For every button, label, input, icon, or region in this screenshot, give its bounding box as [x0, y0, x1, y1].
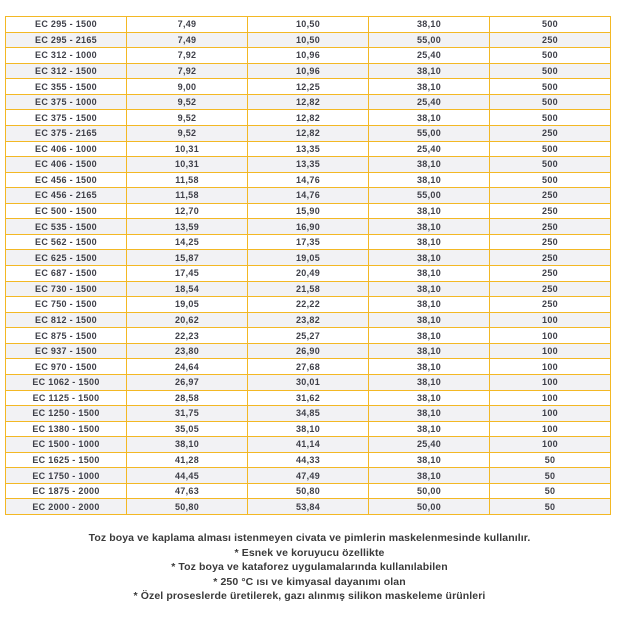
table-cell: 38,10 [369, 468, 490, 484]
table-cell: 38,10 [369, 359, 490, 375]
table-cell: 41,14 [248, 437, 369, 453]
table-cell: 38,10 [369, 406, 490, 422]
table-row [6, 188, 611, 204]
table-cell: EC 456 - 1500 [6, 172, 127, 188]
table-cell: 500 [490, 110, 611, 126]
table-cell: 38,10 [369, 452, 490, 468]
table-cell: EC 375 - 2165 [6, 125, 127, 141]
table-cell: 50,00 [369, 499, 490, 515]
table-cell: EC 1250 - 1500 [6, 406, 127, 422]
table-cell: 25,27 [248, 328, 369, 344]
table-cell: 7,92 [127, 63, 248, 79]
table-row [6, 63, 611, 79]
table-cell: 7,92 [127, 48, 248, 64]
table-row [6, 266, 611, 282]
table-cell: 30,01 [248, 374, 369, 390]
table-cell: 9,00 [127, 79, 248, 95]
table-cell: 26,97 [127, 374, 248, 390]
table-row [6, 79, 611, 95]
table-cell: 44,33 [248, 452, 369, 468]
table-cell: 38,10 [369, 250, 490, 266]
table-cell: 38,10 [369, 374, 490, 390]
table-row [6, 172, 611, 188]
table-cell: 100 [490, 343, 611, 359]
product-price-table [5, 16, 611, 515]
table-row [6, 141, 611, 157]
table-cell: 10,96 [248, 48, 369, 64]
footer-note-line: * 250 °C ısı ve kimyasal dayanımı olan [213, 575, 406, 588]
table-cell: 250 [490, 250, 611, 266]
table-cell: 250 [490, 203, 611, 219]
table-cell: 250 [490, 188, 611, 204]
table-cell: 9,52 [127, 125, 248, 141]
footer-notes [0, 531, 619, 604]
table-cell: EC 812 - 1500 [6, 312, 127, 328]
table-cell: 38,10 [369, 172, 490, 188]
table-cell: 38,10 [369, 203, 490, 219]
table-cell: EC 500 - 1500 [6, 203, 127, 219]
table-cell: EC 2000 - 2000 [6, 499, 127, 515]
table-cell: 250 [490, 297, 611, 313]
table-cell: EC 750 - 1500 [6, 297, 127, 313]
table-cell: 100 [490, 437, 611, 453]
table-row [6, 359, 611, 375]
table-cell: 38,10 [369, 157, 490, 173]
table-row [6, 94, 611, 110]
table-cell: 25,40 [369, 48, 490, 64]
table-cell: 25,40 [369, 94, 490, 110]
table-cell: 24,64 [127, 359, 248, 375]
table-cell: 38,10 [369, 281, 490, 297]
table-cell: 25,40 [369, 141, 490, 157]
table-cell: 9,52 [127, 94, 248, 110]
table-cell: 38,10 [369, 110, 490, 126]
table-cell: 12,82 [248, 125, 369, 141]
price-table-body [6, 17, 611, 515]
table-cell: 34,85 [248, 406, 369, 422]
table-cell: EC 1875 - 2000 [6, 483, 127, 499]
table-cell: EC 355 - 1500 [6, 79, 127, 95]
table-cell: EC 730 - 1500 [6, 281, 127, 297]
table-row [6, 452, 611, 468]
table-cell: 38,10 [248, 421, 369, 437]
table-cell: 11,58 [127, 172, 248, 188]
table-cell: 14,76 [248, 188, 369, 204]
table-cell: 12,70 [127, 203, 248, 219]
table-cell: 7,49 [127, 32, 248, 48]
table-cell: EC 875 - 1500 [6, 328, 127, 344]
table-cell: 38,10 [369, 63, 490, 79]
table-cell: EC 1380 - 1500 [6, 421, 127, 437]
table-cell: 10,50 [248, 17, 369, 33]
table-cell: EC 312 - 1500 [6, 63, 127, 79]
table-cell: 12,82 [248, 94, 369, 110]
table-row [6, 421, 611, 437]
table-cell: EC 1625 - 1500 [6, 452, 127, 468]
table-cell: 38,10 [369, 421, 490, 437]
table-cell: 38,10 [369, 343, 490, 359]
table-cell: 50,80 [127, 499, 248, 515]
table-cell: 21,58 [248, 281, 369, 297]
table-cell: EC 970 - 1500 [6, 359, 127, 375]
table-cell: EC 687 - 1500 [6, 266, 127, 282]
table-cell: EC 406 - 1000 [6, 141, 127, 157]
table-cell: 500 [490, 48, 611, 64]
table-cell: 55,00 [369, 32, 490, 48]
table-cell: 22,23 [127, 328, 248, 344]
table-cell: 10,50 [248, 32, 369, 48]
table-cell: 100 [490, 328, 611, 344]
table-row [6, 406, 611, 422]
table-row [6, 390, 611, 406]
table-cell: 15,90 [248, 203, 369, 219]
table-row [6, 157, 611, 173]
table-cell: 500 [490, 63, 611, 79]
table-cell: 250 [490, 234, 611, 250]
table-cell: 10,31 [127, 157, 248, 173]
table-row [6, 297, 611, 313]
table-cell: EC 1125 - 1500 [6, 390, 127, 406]
table-row [6, 374, 611, 390]
table-cell: 18,54 [127, 281, 248, 297]
table-row [6, 32, 611, 48]
table-cell: 22,22 [248, 297, 369, 313]
footer-note-line: * Özel proseslerde üretilerek, gazı alınmış silikon maskeleme ürünleri [133, 590, 486, 603]
table-cell: 250 [490, 125, 611, 141]
table-cell: 25,40 [369, 437, 490, 453]
table-cell: 38,10 [369, 234, 490, 250]
table-cell: 250 [490, 32, 611, 48]
table-cell: 38,10 [369, 297, 490, 313]
table-cell: 41,28 [127, 452, 248, 468]
table-cell: 9,52 [127, 110, 248, 126]
table-cell: 38,10 [369, 266, 490, 282]
table-cell: 17,35 [248, 234, 369, 250]
table-cell: 38,10 [369, 219, 490, 235]
table-cell: 13,35 [248, 157, 369, 173]
table-cell: 250 [490, 219, 611, 235]
table-cell: 20,62 [127, 312, 248, 328]
footer-note-line: * Toz boya ve kataforez uygulamalarında kullanılabilen [171, 561, 448, 574]
table-cell: 14,76 [248, 172, 369, 188]
table-cell: 17,45 [127, 266, 248, 282]
table-row [6, 281, 611, 297]
table-cell: 38,10 [369, 79, 490, 95]
table-cell: 53,84 [248, 499, 369, 515]
table-cell: EC 562 - 1500 [6, 234, 127, 250]
table-row [6, 328, 611, 344]
table-row [6, 234, 611, 250]
table-cell: 50,80 [248, 483, 369, 499]
table-cell: 35,05 [127, 421, 248, 437]
table-cell: 50 [490, 452, 611, 468]
table-cell: 250 [490, 266, 611, 282]
table-cell: 55,00 [369, 125, 490, 141]
table-row [6, 203, 611, 219]
table-cell: 19,05 [248, 250, 369, 266]
table-cell: EC 1062 - 1500 [6, 374, 127, 390]
table-cell: 11,58 [127, 188, 248, 204]
table-cell: EC 295 - 2165 [6, 32, 127, 48]
table-cell: EC 375 - 1000 [6, 94, 127, 110]
table-cell: 100 [490, 359, 611, 375]
table-row [6, 468, 611, 484]
table-cell: 500 [490, 94, 611, 110]
table-cell: 38,10 [369, 17, 490, 33]
table-cell: 50 [490, 468, 611, 484]
table-cell: 100 [490, 374, 611, 390]
table-cell: 38,10 [127, 437, 248, 453]
table-cell: 50 [490, 483, 611, 499]
table-row [6, 499, 611, 515]
table-cell: 500 [490, 17, 611, 33]
table-cell: EC 535 - 1500 [6, 219, 127, 235]
table-cell: 16,90 [248, 219, 369, 235]
table-cell: 38,10 [369, 328, 490, 344]
table-cell: 47,49 [248, 468, 369, 484]
table-row [6, 312, 611, 328]
table-cell: EC 456 - 2165 [6, 188, 127, 204]
table-cell: 100 [490, 312, 611, 328]
table-cell: 55,00 [369, 188, 490, 204]
table-cell: 12,25 [248, 79, 369, 95]
table-cell: 31,62 [248, 390, 369, 406]
table-row [6, 219, 611, 235]
table-cell: 12,82 [248, 110, 369, 126]
table-cell: 38,10 [369, 312, 490, 328]
table-cell: 26,90 [248, 343, 369, 359]
table-row [6, 48, 611, 64]
table-cell: EC 375 - 1500 [6, 110, 127, 126]
table-cell: EC 625 - 1500 [6, 250, 127, 266]
table-cell: EC 937 - 1500 [6, 343, 127, 359]
table-cell: EC 312 - 1000 [6, 48, 127, 64]
footer-note-line: Toz boya ve kaplama alması istenmeyen civata ve pimlerin maskelenmesinde kullanılır. [88, 532, 531, 544]
table-cell: EC 1750 - 1000 [6, 468, 127, 484]
table-cell: 50,00 [369, 483, 490, 499]
table-cell: 31,75 [127, 406, 248, 422]
table-cell: 47,63 [127, 483, 248, 499]
table-cell: 13,35 [248, 141, 369, 157]
table-cell: 100 [490, 406, 611, 422]
table-cell: 20,49 [248, 266, 369, 282]
table-cell: EC 1500 - 1000 [6, 437, 127, 453]
table-row [6, 17, 611, 33]
table-cell: 50 [490, 499, 611, 515]
table-cell: 500 [490, 79, 611, 95]
table-cell: 500 [490, 141, 611, 157]
table-cell: 10,96 [248, 63, 369, 79]
table-cell: 44,45 [127, 468, 248, 484]
table-cell: 15,87 [127, 250, 248, 266]
table-row [6, 483, 611, 499]
table-cell: 500 [490, 172, 611, 188]
table-cell: 500 [490, 157, 611, 173]
table-cell: EC 406 - 1500 [6, 157, 127, 173]
table-row [6, 343, 611, 359]
table-row [6, 437, 611, 453]
table-row [6, 110, 611, 126]
table-cell: 23,82 [248, 312, 369, 328]
footer-note-line: * Esnek ve koruyucu özellikte [234, 546, 385, 559]
table-row [6, 250, 611, 266]
table-cell: 28,58 [127, 390, 248, 406]
table-cell: EC 295 - 1500 [6, 17, 127, 33]
table-cell: 100 [490, 421, 611, 437]
table-cell: 13,59 [127, 219, 248, 235]
table-cell: 14,25 [127, 234, 248, 250]
table-cell: 38,10 [369, 390, 490, 406]
table-cell: 100 [490, 390, 611, 406]
table-cell: 19,05 [127, 297, 248, 313]
table-cell: 7,49 [127, 17, 248, 33]
table-cell: 250 [490, 281, 611, 297]
table-row [6, 125, 611, 141]
table-cell: 27,68 [248, 359, 369, 375]
table-cell: 10,31 [127, 141, 248, 157]
table-cell: 23,80 [127, 343, 248, 359]
